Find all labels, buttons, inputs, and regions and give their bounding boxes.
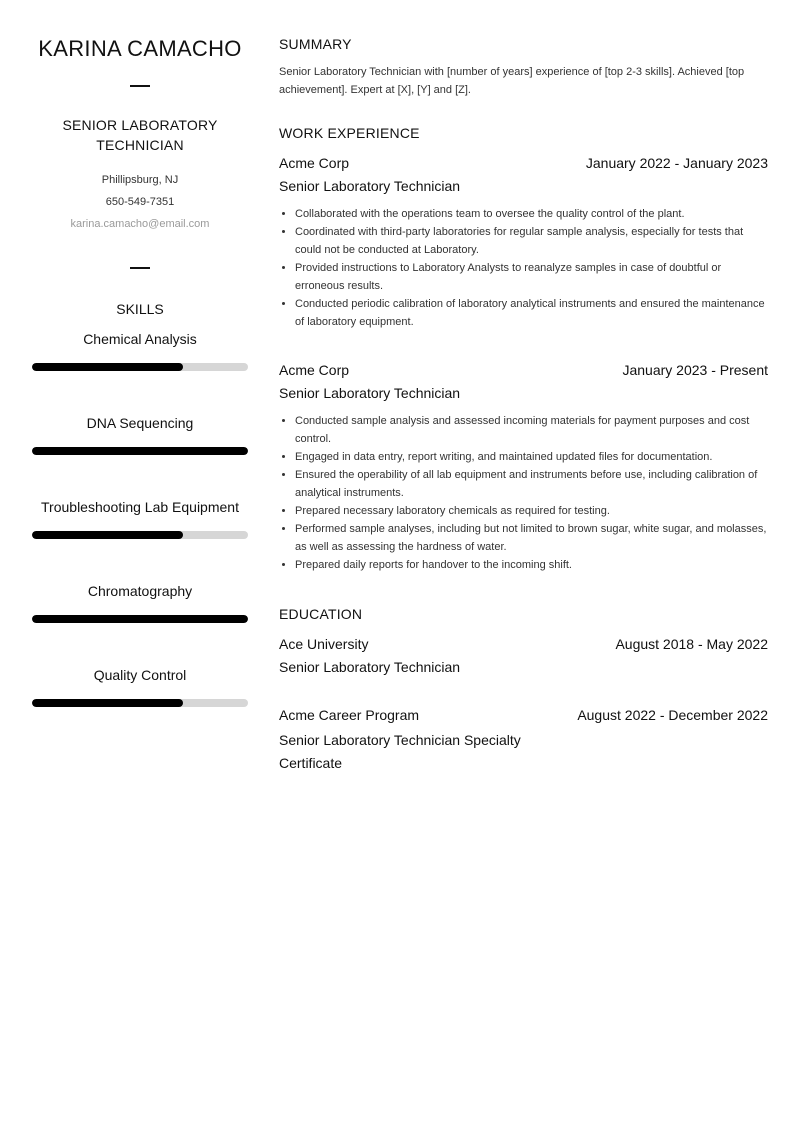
education-entry — [279, 706, 768, 775]
skill-item — [32, 666, 248, 707]
education-dates: August 2022 - December 2022 — [577, 707, 768, 723]
bullet-item: • Conducted periodic calibration of laboratory analytical instruments and ensured the maintenance of laboratory equipment. — [295, 295, 768, 331]
skill-level-fill — [32, 615, 248, 623]
skills-heading: SKILLS — [116, 301, 164, 317]
bullet-item: • Collaborated with the operations team to oversee the quality control of the plant. — [295, 205, 768, 223]
candidate-name: KARINA CAMACHO — [38, 36, 242, 61]
job-title: Senior Laboratory Technician — [279, 385, 461, 401]
education-school: Ace University — [279, 636, 369, 652]
job-bullets — [279, 412, 768, 574]
job-entry — [279, 361, 768, 574]
education-school: Acme Career Program — [279, 707, 420, 723]
summary-text: Senior Laboratory Technician with [number of years] experience of [top 2-3 skills]. Achieved [top achievement]. Expert at [X], [Y] and [Z]. — [279, 66, 745, 96]
skill-level-fill — [32, 699, 183, 707]
email-link[interactable]: karina.camacho@email.com — [70, 218, 210, 230]
education-degree: Senior Laboratory Technician Specialty Certificate — [279, 732, 521, 771]
skill-item — [32, 582, 248, 623]
job-title: Senior Laboratory Technician — [279, 178, 461, 194]
skill-level-fill — [32, 363, 183, 371]
summary-heading: SUMMARY — [279, 36, 352, 52]
job-dates: January 2023 - Present — [622, 362, 768, 378]
phone: 650-549-7351 — [105, 196, 175, 208]
bullet-item: • Ensured the operability of all lab equipment and instruments before use, including calibration of analytical instruments. — [295, 466, 768, 502]
experience-heading: WORK EXPERIENCE — [279, 125, 420, 141]
skill-level-bar — [32, 363, 248, 371]
education-heading: EDUCATION — [279, 606, 363, 622]
skill-item — [32, 330, 248, 371]
bullet-item: • Performed sample analyses, including but not limited to brown sugar, white sugar, and molasses, as well as assessing the hardness of water. — [295, 520, 768, 556]
bullet-item: • Provided instructions to Laboratory Analysts to reanalyze samples in case of doubtful or erroneous results. — [295, 259, 768, 295]
skill-name: Chromatography — [87, 583, 193, 599]
location: Phillipsburg, NJ — [101, 174, 179, 186]
bullet-item: • Conducted sample analysis and assessed incoming materials for payment purposes and cost control. — [295, 412, 768, 448]
skill-item — [32, 414, 248, 455]
bullet-item: • Prepared necessary laboratory chemicals as required for testing. — [295, 502, 768, 520]
bullet-item: • Coordinated with third-party laboratories for regular sample analysis, especially for tests that could not be conducted at Laboratory. — [295, 223, 768, 259]
candidate-role: SENIOR LABORATORY TECHNICIAN — [62, 117, 218, 153]
job-company: Acme Corp — [279, 362, 350, 378]
skill-level-bar — [32, 699, 248, 707]
job-dates: January 2022 - January 2023 — [585, 155, 768, 171]
skill-name: Troubleshooting Lab Equipment — [41, 499, 239, 515]
education-header — [279, 706, 768, 724]
skill-level-bar — [32, 531, 248, 539]
education-dates: August 2018 - May 2022 — [615, 636, 768, 652]
divider — [130, 267, 150, 269]
job-company: Acme Corp — [279, 155, 350, 171]
education-entry — [279, 635, 768, 676]
job-header — [279, 361, 768, 379]
skill-level-bar — [32, 447, 248, 455]
bullet-item: • Prepared daily reports for handover to the incoming shift. — [295, 556, 768, 574]
skill-level-fill — [32, 531, 183, 539]
divider — [130, 85, 150, 87]
skill-name: DNA Sequencing — [86, 415, 194, 431]
bullet-item: • Engaged in data entry, report writing, and maintained updated files for documentation. — [295, 448, 768, 466]
job-bullets — [279, 205, 768, 331]
education-degree: Senior Laboratory Technician — [279, 659, 461, 675]
skill-name: Chemical Analysis — [83, 331, 197, 347]
main-content — [279, 35, 768, 775]
skill-level-fill — [32, 447, 248, 455]
skill-item — [32, 498, 248, 539]
skill-level-bar — [32, 615, 248, 623]
skill-name: Quality Control — [93, 667, 187, 683]
job-header — [279, 154, 768, 172]
sidebar — [32, 34, 248, 707]
education-header — [279, 635, 768, 653]
job-entry — [279, 154, 768, 331]
